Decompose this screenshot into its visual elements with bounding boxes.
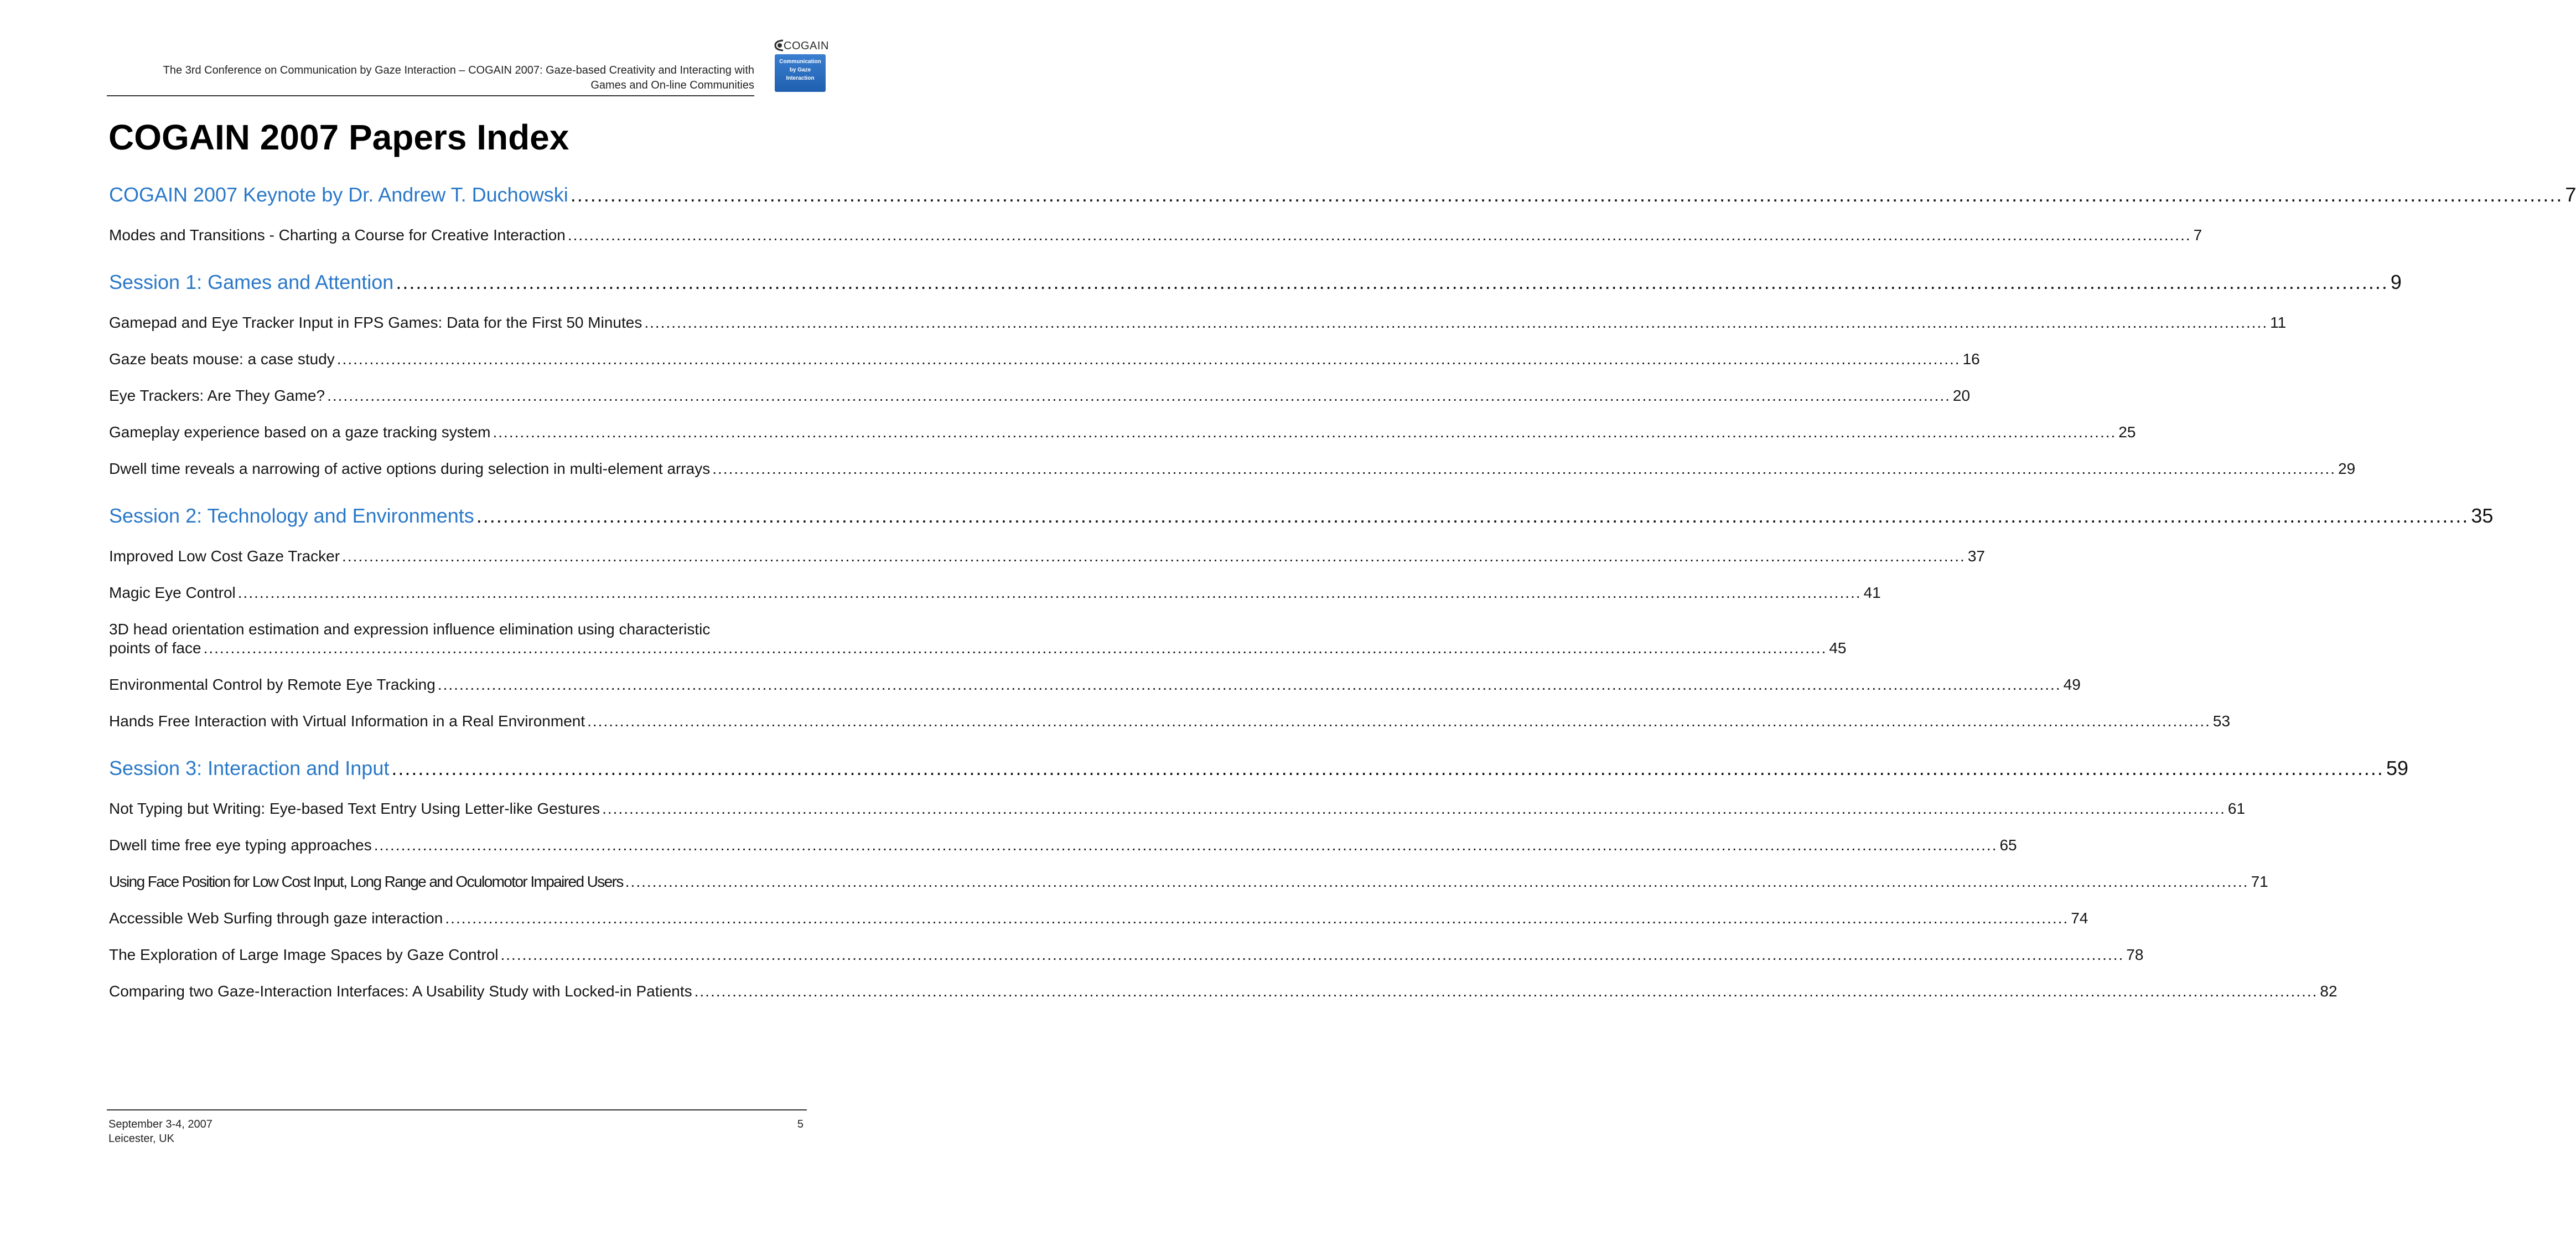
toc-paper-entry[interactable] <box>109 675 2081 694</box>
dot-leader: ............................................................................................................................................................................................................................................................................................................ <box>570 183 2563 206</box>
running-header <box>107 63 754 93</box>
paper-title: Using Face Position for Low Cost Input, Long Range and Oculomotor Impaired Users <box>109 873 623 890</box>
toc-paper-entry[interactable] <box>109 459 2356 478</box>
paper-page: 37 <box>1967 547 1985 565</box>
dot-leader: ............................................................................................................................................................................................................................................................................................................ <box>694 983 2318 1000</box>
paper-page: 61 <box>2227 800 2246 817</box>
toc-paper-entry[interactable] <box>109 982 2337 1001</box>
paper-title-line-2: points of face <box>109 639 201 657</box>
toc-paper-entry[interactable] <box>109 946 2144 964</box>
logo-badge <box>775 54 826 92</box>
footer-page-number: 5 <box>797 1118 804 1130</box>
paper-title: Magic Eye Control <box>109 584 236 601</box>
paper-page: 78 <box>2126 946 2144 963</box>
header-divider <box>107 95 754 96</box>
toc-section-session-1[interactable] <box>109 270 2402 294</box>
paper-page: 82 <box>2320 983 2337 1000</box>
paper-page: 53 <box>2212 712 2231 730</box>
page-title: COGAIN 2007 Papers Index <box>108 117 569 157</box>
logo-tagline-2: by Gaze <box>789 67 811 73</box>
dot-leader: ............................................................................................................................................................................................................................................................................................................ <box>493 423 2117 441</box>
toc-paper-entry[interactable] <box>109 583 1881 602</box>
dot-leader: ............................................................................................................................................................................................................................................................................................................ <box>327 387 1951 404</box>
paper-title: Dwell time reveals a narrowing of active options during selection in multi-element arrays <box>109 460 711 477</box>
paper-page: 74 <box>2071 910 2088 927</box>
section-title: Session 2: Technology and Environments <box>109 504 474 527</box>
dot-leader: ............................................................................................................................................................................................................................................................................................................ <box>391 757 2384 779</box>
paper-page: 25 <box>2118 423 2136 441</box>
dot-leader: ............................................................................................................................................................................................................................................................................................................ <box>567 226 2191 244</box>
paper-page: 41 <box>1863 584 1881 601</box>
paper-page: 49 <box>2063 676 2081 693</box>
paper-page: 71 <box>2251 873 2268 890</box>
toc-paper-entry[interactable] <box>109 799 2246 818</box>
paper-title-line-2-row <box>109 639 1847 658</box>
toc-paper-entry[interactable] <box>109 872 2268 891</box>
toc-paper-entry[interactable] <box>109 350 1980 369</box>
section-page: 35 <box>2471 504 2494 527</box>
footer-event-info <box>108 1117 212 1146</box>
dot-leader: ............................................................................................................................................................................................................................................................................................................ <box>712 460 2336 477</box>
toc-paper-entry[interactable] <box>109 712 2231 731</box>
toc-section-keynote[interactable] <box>109 183 2576 207</box>
paper-page: 20 <box>1952 387 1971 404</box>
section-title: Session 3: Interaction and Input <box>109 757 390 779</box>
paper-title: Environmental Control by Remote Eye Tracking <box>109 676 436 693</box>
paper-page: 65 <box>1999 836 2017 854</box>
paper-page: 7 <box>2193 226 2202 244</box>
paper-title: Not Typing but Writing: Eye-based Text Entry Using Letter-like Gestures <box>109 800 600 817</box>
toc-section-session-2[interactable] <box>109 504 2494 528</box>
running-header-line1: The 3rd Conference on Communication by Gaze Interaction – COGAIN 2007: Gaze-based Creativity and Interacting with <box>163 64 754 76</box>
running-header-line2: Games and On-line Communities <box>590 79 754 91</box>
footer-date: September 3-4, 2007 <box>108 1118 212 1130</box>
dot-leader: ............................................................................................................................................................................................................................................................................................................ <box>437 676 2061 693</box>
section-page: 59 <box>2386 757 2408 779</box>
paper-title-line-1: 3D head orientation estimation and expression influence elimination using characteristic <box>109 621 711 638</box>
paper-title: Eye Trackers: Are They Game? <box>109 387 325 404</box>
dot-leader: ............................................................................................................................................................................................................................................................................................................ <box>625 873 2249 890</box>
toc-paper-entry[interactable] <box>109 226 2202 245</box>
dot-leader: ............................................................................................................................................................................................................................................................................................................ <box>342 547 1966 565</box>
dot-leader: ............................................................................................................................................................................................................................................................................................................ <box>644 314 2268 331</box>
paper-title: The Exploration of Large Image Spaces by Gaze Control <box>109 946 499 963</box>
paper-title: Gameplay experience based on a gaze tracking system <box>109 423 491 441</box>
logo-tagline-3: Interaction <box>786 75 815 81</box>
paper-title: Gamepad and Eye Tracker Input in FPS Games: Data for the First 50 Minutes <box>109 314 642 331</box>
footer-divider <box>107 1109 807 1110</box>
toc-paper-entry[interactable] <box>109 423 2136 442</box>
logo-wordmark: COGAIN <box>784 40 829 52</box>
paper-title: Accessible Web Surfing through gaze interaction <box>109 910 443 927</box>
dot-leader: ............................................................................................................................................................................................................................................................................................................ <box>500 946 2124 963</box>
toc-paper-entry[interactable] <box>109 620 1847 658</box>
toc-paper-entry[interactable] <box>109 313 2287 332</box>
paper-title: Comparing two Gaze-Interaction Interfaces: A Usability Study with Locked-in Patients <box>109 983 692 1000</box>
dot-leader: ............................................................................................................................................................................................................................................................................................................ <box>587 712 2211 730</box>
paper-title: Dwell time free eye typing approaches <box>109 836 372 854</box>
footer-location: Leicester, UK <box>108 1133 174 1145</box>
logo-tagline-1: Communication <box>779 59 821 65</box>
toc-paper-entry[interactable] <box>109 386 1971 405</box>
dot-leader: ............................................................................................................................................................................................................................................................................................................ <box>237 584 1862 601</box>
dot-leader: ............................................................................................................................................................................................................................................................................................................ <box>476 504 2469 527</box>
paper-page: 45 <box>1829 639 1847 657</box>
dot-leader: ............................................................................................................................................................................................................................................................................................................ <box>374 836 1998 854</box>
toc-paper-entry[interactable] <box>109 836 2017 855</box>
toc-paper-entry[interactable] <box>109 547 1985 566</box>
toc-paper-entry[interactable] <box>109 909 2088 928</box>
paper-page: 16 <box>1962 350 1980 368</box>
dot-leader: ............................................................................................................................................................................................................................................................................................................ <box>445 910 2069 927</box>
paper-page: 11 <box>2270 314 2287 331</box>
dot-leader: ............................................................................................................................................................................................................................................................................................................ <box>396 271 2388 293</box>
section-title: COGAIN 2007 Keynote by Dr. Andrew T. Duchowski <box>109 183 568 206</box>
cogain-logo <box>771 38 827 93</box>
dot-leader: ............................................................................................................................................................................................................................................................................................................ <box>203 639 1827 657</box>
dot-leader: ............................................................................................................................................................................................................................................................................................................ <box>336 350 1961 368</box>
section-page: 9 <box>2390 271 2402 293</box>
toc-section-session-3[interactable] <box>109 756 2408 781</box>
section-title: Session 1: Games and Attention <box>109 271 394 293</box>
paper-title: Gaze beats mouse: a case study <box>109 350 335 368</box>
section-page: 7 <box>2565 183 2576 206</box>
paper-title: Improved Low Cost Gaze Tracker <box>109 547 340 565</box>
paper-page: 29 <box>2338 460 2356 477</box>
paper-title: Hands Free Interaction with Virtual Information in a Real Environment <box>109 712 585 730</box>
dot-leader: ............................................................................................................................................................................................................................................................................................................ <box>602 800 2226 817</box>
paper-title: Modes and Transitions - Charting a Course for Creative Interaction <box>109 226 566 244</box>
